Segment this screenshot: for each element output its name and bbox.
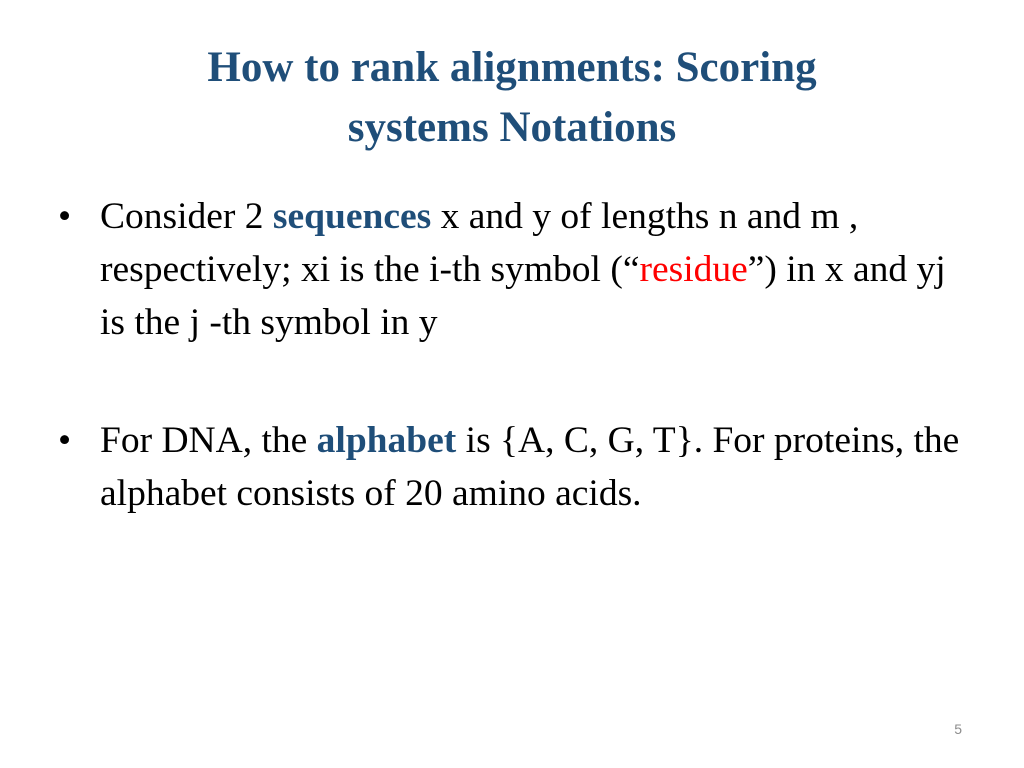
bullet-text: is {A, C, G, T}. For proteins, the alphabet consists of 20 amino acids. <box>100 420 960 514</box>
bullet-text: ”) in x and yj is the j -th symbol in y <box>100 249 946 343</box>
bullet-text: x and y of lengths n and m , respectively; xi is the i-th symbol (“ <box>100 196 859 290</box>
bullet-item-sequences <box>58 190 978 349</box>
bullet-icon: • <box>58 420 72 461</box>
slide-page-number: 5 <box>954 721 962 737</box>
bullet-list <box>58 190 978 520</box>
term-sequences: sequences <box>272 196 432 237</box>
bullet-item-alphabet <box>58 414 978 520</box>
slide-title-line-2: systems Notations <box>347 104 677 151</box>
term-alphabet: alphabet <box>316 420 457 461</box>
bullet-text: For DNA, the <box>100 420 317 461</box>
bullet-icon: • <box>58 196 72 237</box>
term-residue: residue <box>639 249 748 290</box>
slide-title <box>60 38 964 158</box>
bullet-text: Consider 2 <box>100 196 273 237</box>
slide-title-line-1: How to rank alignments: Scoring <box>207 44 817 91</box>
